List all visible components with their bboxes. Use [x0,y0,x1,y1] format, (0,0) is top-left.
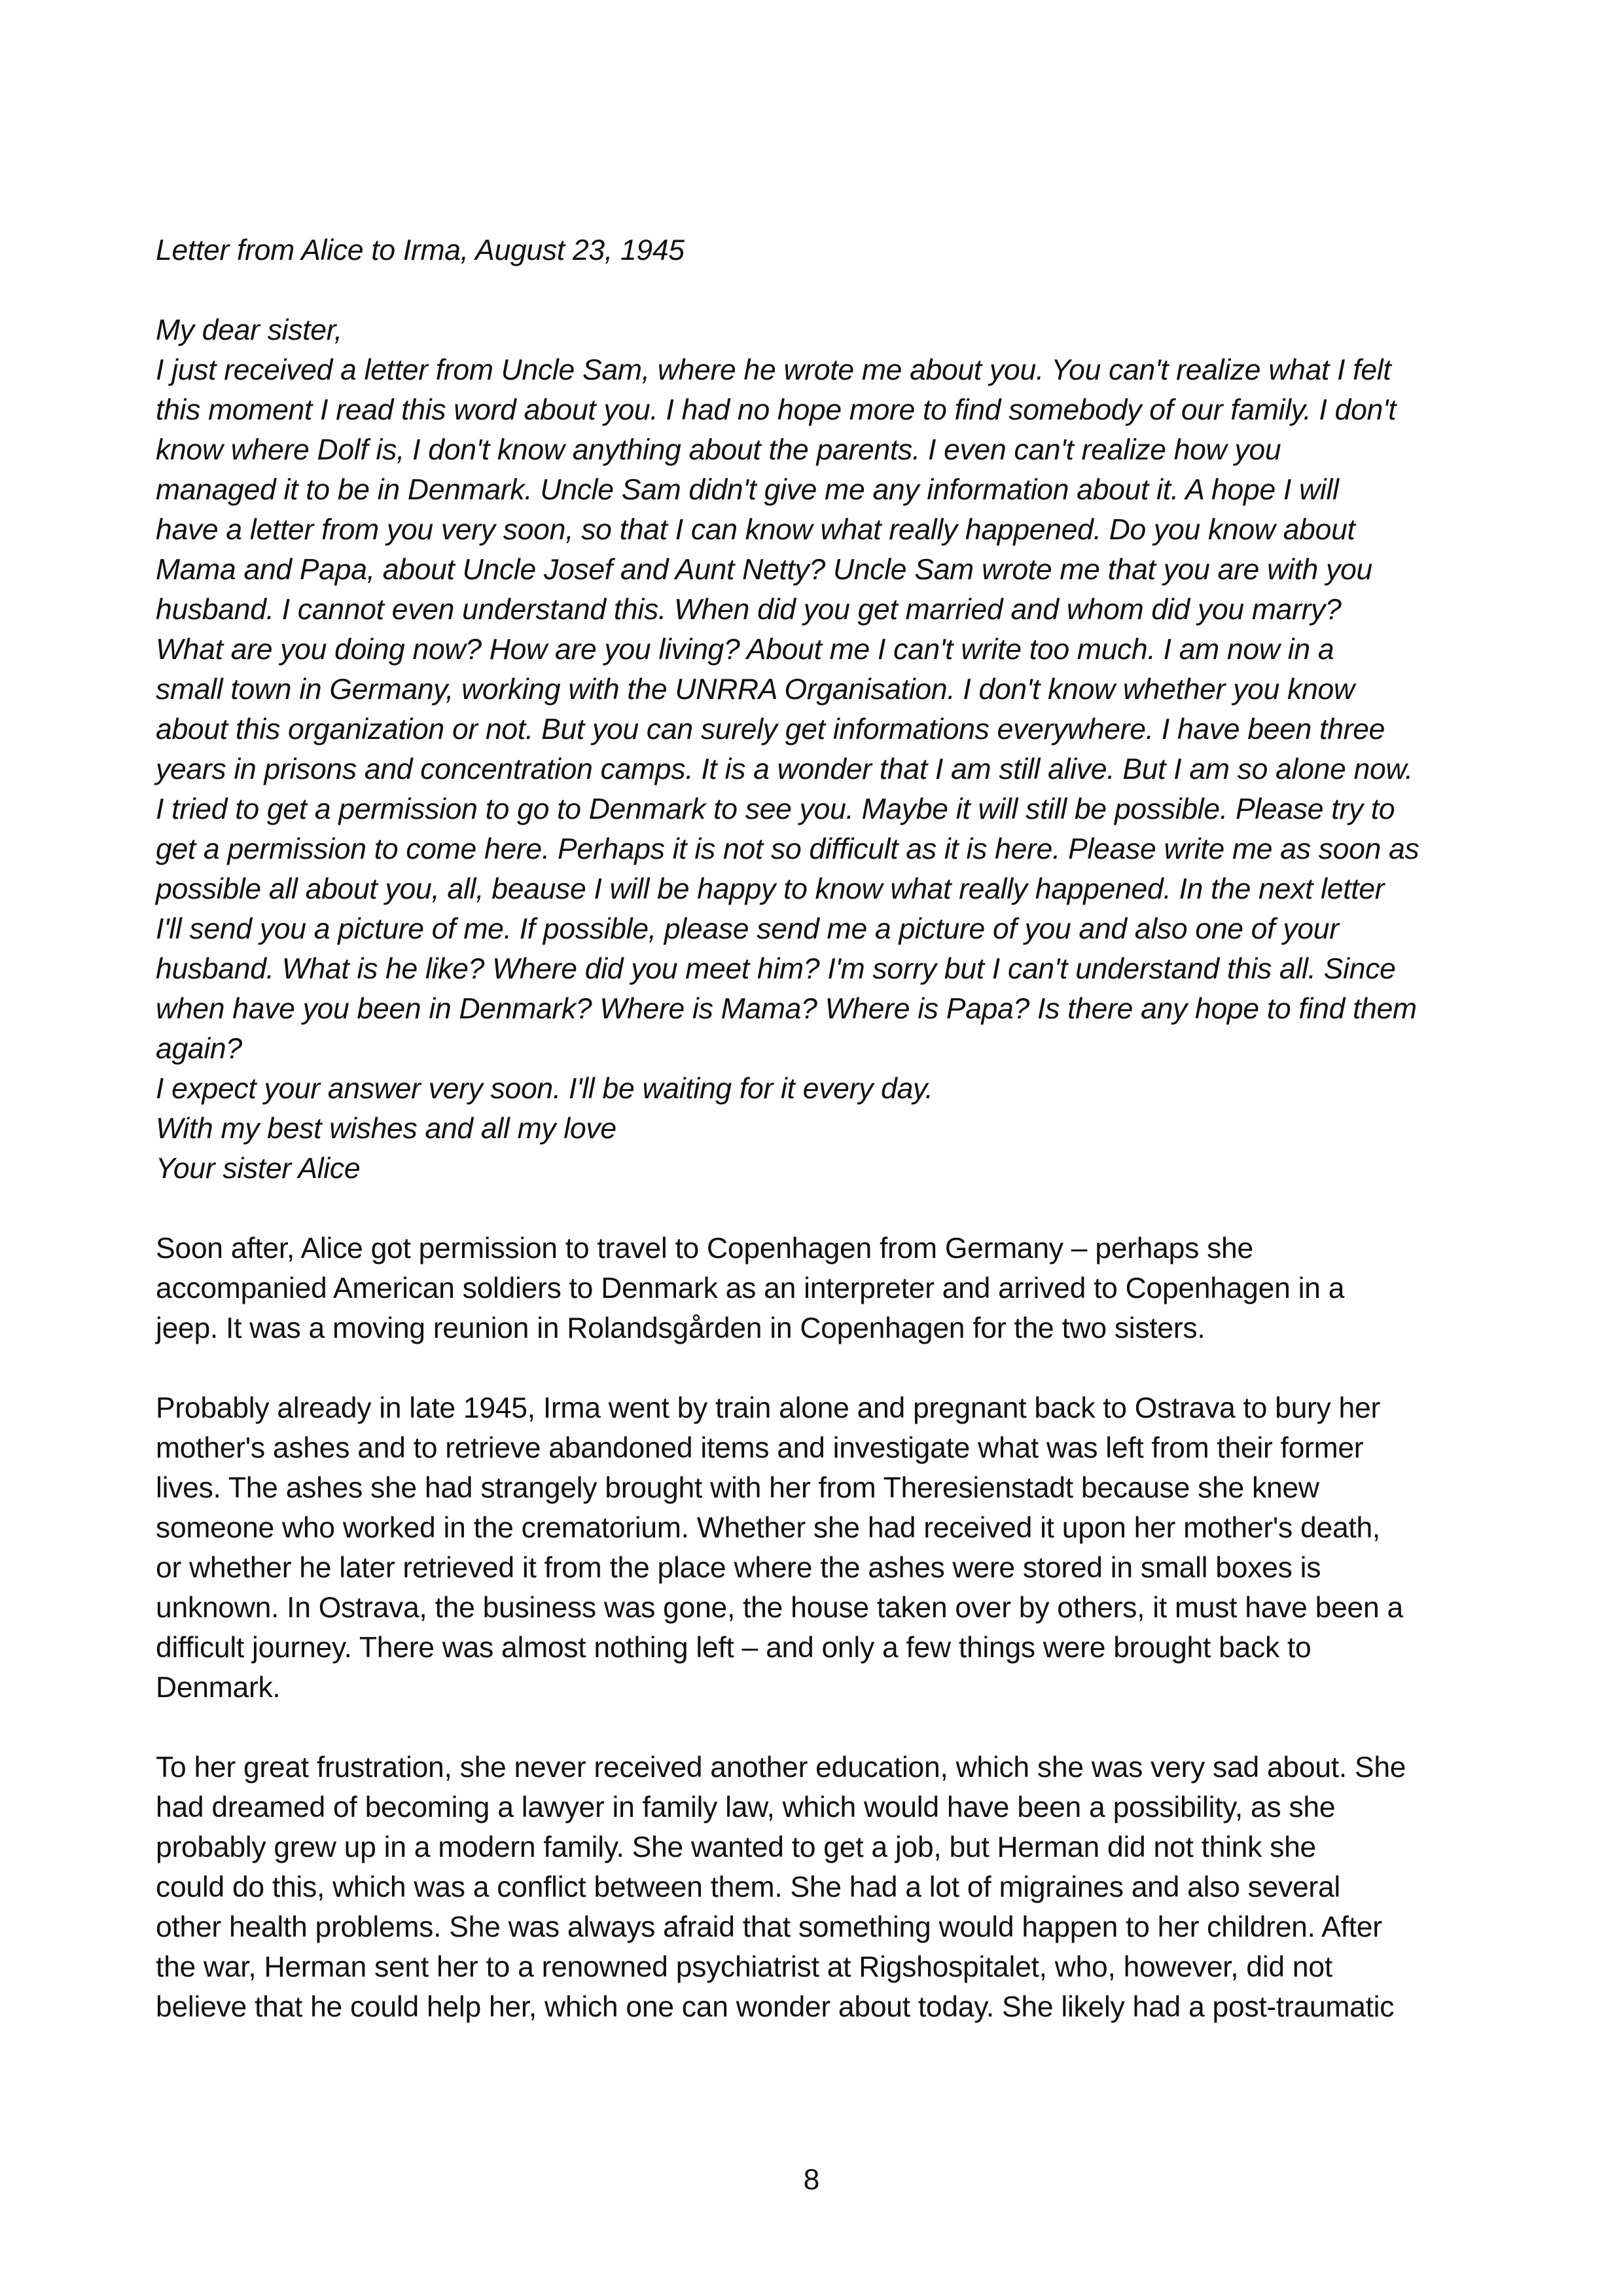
paragraph-line: Denmark. [156,1672,281,1704]
paragraph-line: jeep. It was a moving reunion in Rolandsgården in Copenhagen for the two sisters. [156,1312,1205,1344]
paragraph-ostrava [156,1388,1484,1708]
paragraph-education [156,1748,1484,2027]
letter-line: again? [156,1033,242,1065]
paragraph-line: Probably already in late 1945, Irma went by train alone and pregnant back to Ostrava to bury her [156,1392,1380,1424]
letter-heading: Letter from Alice to Irma, August 23, 1945 [156,234,685,266]
page-content [156,230,1484,2027]
page-number: 8 [803,2164,820,2196]
letter-line: know where Dolf is, I don't know anything about the parents. I even can't realize how you [156,434,1281,466]
letter-line: get a permission to come here. Perhaps it is not so difficult as it is here. Please write me as soon as [156,833,1419,865]
paragraph-line: other health problems. She was always afraid that something would happen to her children. After [156,1911,1382,1943]
letter-line: Mama and Papa, about Uncle Josef and Aunt Netty? Uncle Sam wrote me that you are with you [156,554,1372,586]
spacer [156,1189,1484,1229]
letter-signature: Your sister Alice [156,1153,361,1185]
spacer [156,1348,1484,1388]
letter-line: about this organization or not. But you can surely get informations everywhere. I have been three [156,713,1385,745]
paragraph-line: Soon after, Alice got permission to travel to Copenhagen from Germany – perhaps she [156,1232,1253,1265]
letter-line: I'll send you a picture of me. If possible, please send me a picture of you and also one of your [156,913,1339,945]
letter-line: years in prisons and concentration camps. It is a wonder that I am still alive. But I am so alone now. [156,753,1413,785]
paragraph-line: To her great frustration, she never received another education, which she was very sad about. She [156,1751,1406,1784]
paragraph-line: could do this, which was a conflict between them. She had a lot of migraines and also several [156,1871,1340,1903]
spacer [156,270,1484,310]
paragraph-line: or whether he later retrieved it from the place where the ashes were stored in small boxes is [156,1552,1321,1584]
letter-line: when have you been in Denmark? Where is Mama? Where is Papa? Is there any hope to find them [156,993,1417,1025]
letter-line: What are you doing now? How are you living? About me I can't write too much. I am now in a [156,634,1334,666]
letter-line: this moment I read this word about you. I had no hope more to find somebody of our family. I don't [156,394,1397,426]
letter-line: husband. What is he like? Where did you meet him? I'm sorry but I can't understand this all. Since [156,953,1396,985]
paragraph-line: had dreamed of becoming a lawyer in family law, which would have been a possibility, as she [156,1791,1336,1823]
paragraph-line: mother's ashes and to retrieve abandoned items and investigate what was left from their former [156,1432,1364,1464]
letter-line: I just received a letter from Uncle Sam, where he wrote me about you. You can't realize what I felt [156,354,1391,386]
letter-line: possible all about you, all, beause I will be happy to know what really happened. In the next letter [156,873,1385,905]
paragraph-line: someone who worked in the crematorium. Whether she had received it upon her mother's death, [156,1512,1380,1544]
paragraph-line: unknown. In Ostrava, the business was gone, the house taken over by others, it must have been a [156,1592,1403,1624]
letter-line: managed it to be in Denmark. Uncle Sam didn't give me any information about it. A hope I will [156,474,1339,506]
letter-line: I expect your answer very soon. I'll be waiting for it every day. [156,1073,933,1105]
paragraph-line: lives. The ashes she had strangely brought with her from Theresienstadt because she knew [156,1472,1319,1504]
paragraph-line: believe that he could help her, which one can wonder about today. She likely had a post-traumatic [156,1991,1395,2023]
letter-line: small town in Germany, working with the UNRRA Organisation. I don't know whether you know [156,673,1355,706]
paragraph-line: accompanied American soldiers to Denmark as an interpreter and arrived to Copenhagen in a [156,1272,1345,1304]
letter-line: With my best wishes and all my love [156,1113,616,1145]
paragraph-reunion [156,1229,1484,1348]
letter-block [156,310,1484,1189]
paragraph-line: probably grew up in a modern family. She wanted to get a job, but Herman did not think she [156,1831,1316,1863]
letter-line: husband. I cannot even understand this. When did you get married and whom did you marry? [156,594,1342,626]
letter-salutation: My dear sister, [156,314,342,346]
letter-line: I tried to get a permission to go to Denmark to see you. Maybe it will still be possible. Please try to [156,793,1395,825]
spacer [156,1708,1484,1748]
paragraph-line: difficult journey. There was almost nothing left – and only a few things were brought back to [156,1632,1311,1664]
paragraph-line: the war, Herman sent her to a renowned psychiatrist at Rigshospitalet, who, however, did not [156,1951,1332,1983]
letter-line: have a letter from you very soon, so that I can know what really happened. Do you know about [156,514,1355,546]
